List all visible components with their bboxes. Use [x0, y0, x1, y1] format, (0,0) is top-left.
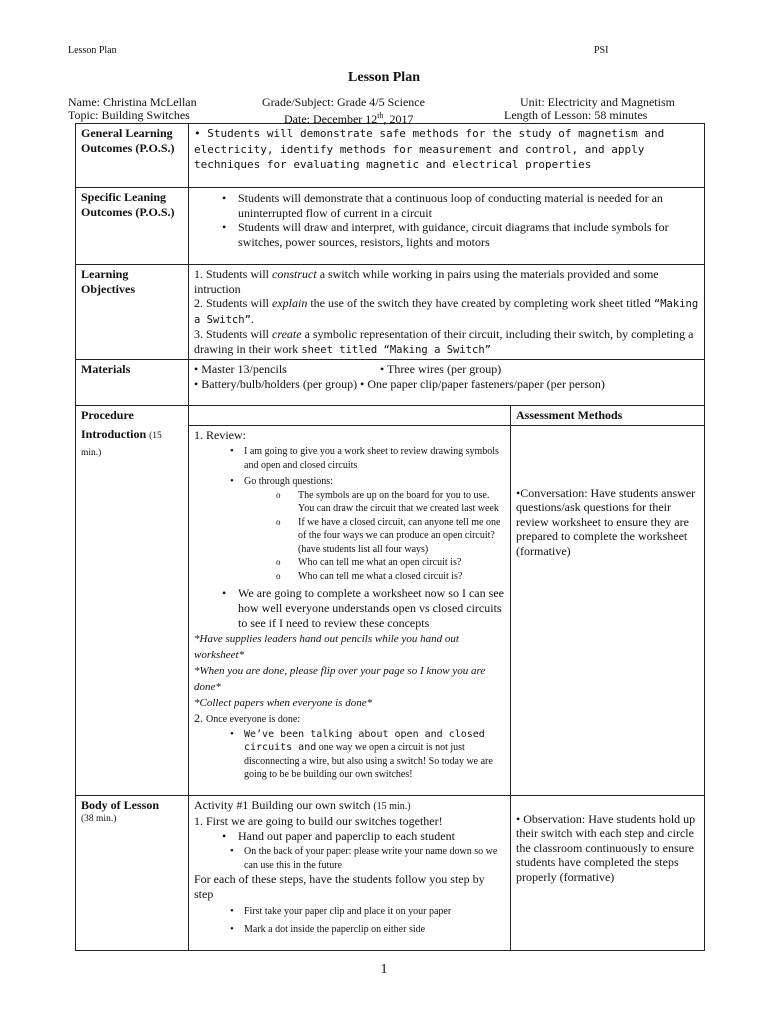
intro-subpoint: o Who can tell me what an open circuit is?	[194, 556, 505, 570]
intro-review: 1. Review:	[194, 427, 246, 442]
intro-subpoint: o If we have a closed circuit, can anyone tell me one of the four ways we can produce an open circuit? (have students list all four ways)	[194, 516, 505, 557]
meta-topic: Topic: Building Switches	[68, 108, 190, 122]
row-procedure-header	[76, 406, 705, 426]
intro-subpoint: o Who can tell me what a closed circuit is?	[194, 570, 505, 584]
intro-content	[189, 425, 511, 795]
material-item: • Three wires (per group)	[380, 362, 502, 376]
glo-text: • Students will demonstrate safe methods for the study of magnetism and electricity, identify methods for measurement and control, and apply techniques for evaluating magnetic and electrical properties	[189, 124, 705, 188]
objectives-cell	[189, 265, 705, 360]
procedure-label: Procedure	[76, 406, 189, 426]
objective-3: 3. Students will create a symbolic representation of their circuit, including their switch, by completing a drawing in their work sheet titled “Making a Switch”	[194, 327, 694, 356]
materials-label: Materials	[76, 360, 189, 406]
objectives-label: Learning Objectives	[76, 265, 189, 360]
intro-step-2: 2. Once everyone is done:	[194, 711, 301, 725]
materials-cell	[189, 360, 705, 406]
body-time: (38 min.)	[81, 814, 117, 824]
body-label: Body of Lesson	[81, 797, 160, 812]
intro-assessment: •Conversation: Have students answer questions/ask questions for their review worksheet to ensure they are prepared to complete the worksheet (formative)	[511, 425, 705, 795]
intro-bullet: • We are going to complete a worksheet now so I can see how well everyone understands open vs closed circuits to see if I need to review these concepts	[194, 586, 505, 631]
glo-label: General Learning Outcomes (P.O.S.)	[76, 124, 189, 188]
assessment-methods-header: Assessment Methods	[511, 406, 705, 426]
row-materials	[76, 360, 705, 406]
meta-grade: Grade/Subject: Grade 4/5 Science	[262, 95, 425, 109]
meta-name: Name: Christina McLellan	[68, 95, 197, 109]
body-step-1: 1. First we are going to build our switches together!	[194, 814, 443, 828]
intro-bullet: • We’ve been talking about open and closed circuits and one way we open a circuit is not just disconnecting a wire, but also using a switch! So today we are going to be be building our own switches!	[194, 728, 505, 782]
body-bullet: • Hand out paper and paperclip to each student	[194, 829, 505, 844]
intro-bullet: • Go through questions:	[194, 475, 505, 489]
intro-note: *Collect papers when everyone is done*	[194, 697, 373, 709]
body-content	[189, 795, 511, 950]
page-title: Lesson Plan	[348, 70, 420, 85]
intro-label-cell	[76, 425, 189, 795]
meta-date: Date: December 12th, 2017	[284, 111, 414, 126]
body-bullet: • On the back of your paper: please write your name down so we can use this in the future	[194, 845, 505, 872]
body-bullet: • First take your paper clip and place it on your paper	[194, 905, 505, 919]
intro-note: *Have supplies leaders hand out pencils while you hand out worksheet*	[194, 633, 459, 661]
material-item-row: • Battery/bulb/holders (per group) • One paper clip/paper fasteners/paper (per person)	[194, 376, 605, 391]
row-general-outcomes	[76, 124, 705, 188]
row-specific-outcomes	[76, 188, 705, 265]
intro-label: Introduction	[81, 427, 147, 441]
body-activity: Activity #1 Building our own switch (15 min.)	[194, 797, 411, 812]
running-header-left: Lesson Plan	[68, 45, 117, 56]
body-bullet: • Mark a dot inside the paperclip on either side	[194, 923, 505, 937]
intro-subpoint: o The symbols are up on the board for you to use. You can draw the circuit that we created last week	[194, 489, 505, 516]
intro-bullet: • I am going to give you a work sheet to review drawing symbols and open and closed circuits	[194, 445, 505, 472]
row-learning-objectives	[76, 265, 705, 360]
slo-cell	[189, 188, 705, 265]
objective-2: 2. Students will explain the use of the switch they have created by completing work sheet titled “Making a Switch”.	[194, 296, 699, 326]
meta-unit: Unit: Electricity and Magnetism	[520, 95, 675, 109]
intro-time: (15 min.)	[81, 431, 162, 458]
lesson-plan-table	[75, 123, 705, 951]
body-label-cell	[76, 795, 189, 950]
body-assessment: • Observation: Have students hold up their switch with each step and circle the classroom continuously to ensure students have completed the steps properly (formative)	[511, 795, 705, 950]
row-body-of-lesson	[76, 795, 705, 950]
running-header-right: PSI	[594, 45, 609, 56]
body-paragraph: For each of these steps, have the students follow you step by step	[194, 872, 485, 901]
material-item: • Master 13/pencils	[194, 362, 287, 376]
page-number: 1	[380, 962, 388, 977]
slo-item: • Students will demonstrate that a continuous loop of conducting material is needed for an uninterrupted flow of current in a circuit	[194, 191, 699, 220]
slo-item: • Students will draw and interpret, with guidance, circuit diagrams that include symbols for switches, power sources, resistors, lights and motors	[194, 220, 699, 249]
row-introduction	[76, 425, 705, 795]
meta-length: Length of Lesson: 58 minutes	[504, 108, 648, 122]
intro-note: *When you are done, please flip over your page so I know you are done*	[194, 665, 486, 693]
slo-label: Specific Leaning Outcomes (P.O.S.)	[76, 188, 189, 265]
objective-1: 1. Students will construct a switch while working in pairs using the materials provided and some intruction	[194, 267, 659, 296]
